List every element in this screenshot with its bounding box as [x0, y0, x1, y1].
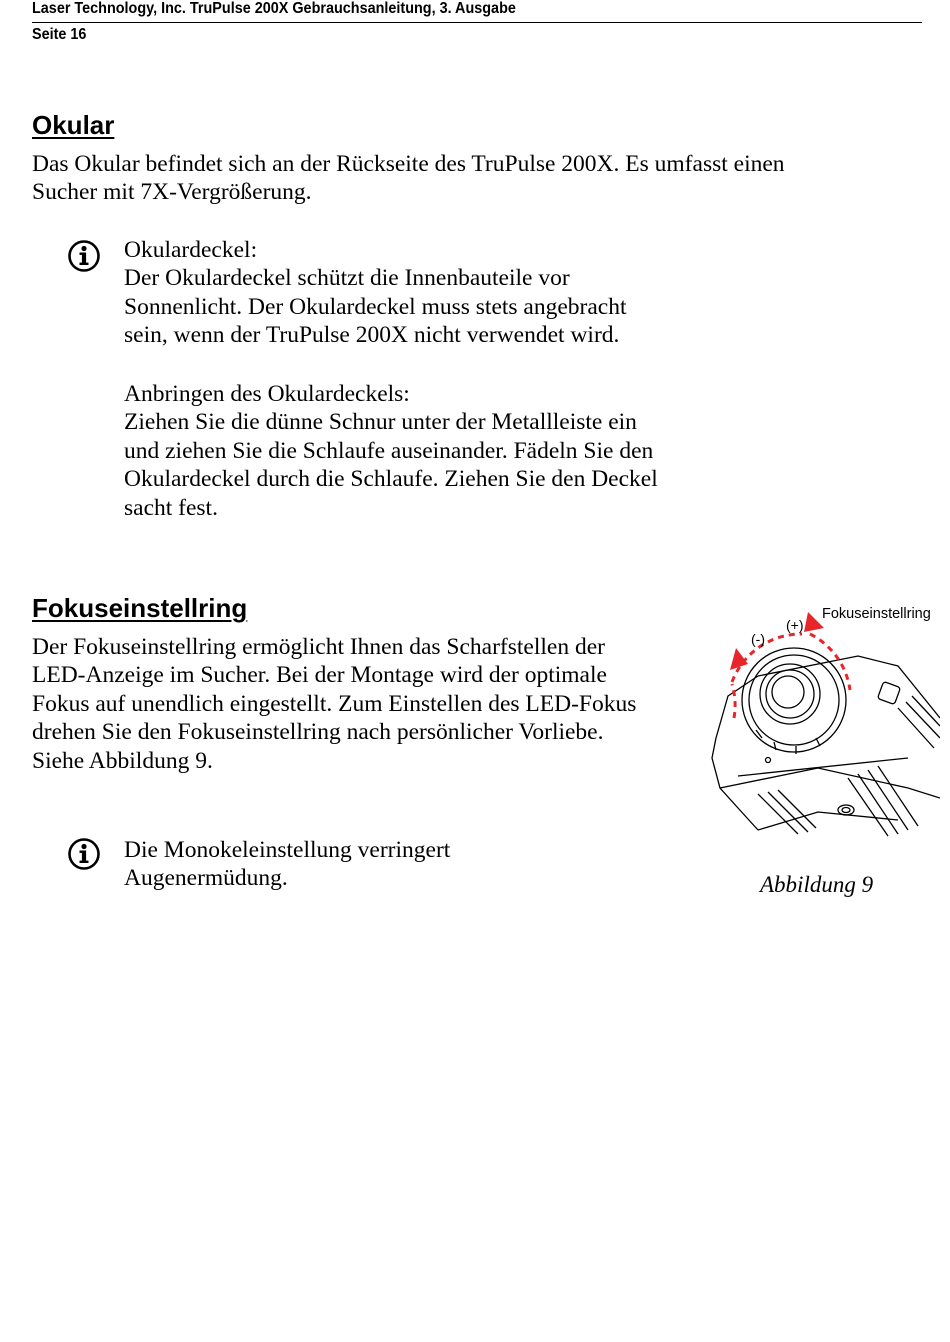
- text-line: und ziehen Sie die Schlaufe auseinander. Fädeln Sie den: [124, 437, 654, 464]
- text-line: Ziehen Sie die dünne Schnur unter der Metallleiste ein: [124, 409, 637, 436]
- info-icon: [67, 239, 101, 273]
- text-line: LED-Anzeige im Sucher. Bei der Montage wird der optimale: [32, 662, 607, 689]
- text-line: Siehe Abbildung 9.: [32, 747, 213, 774]
- arrow-tail: [732, 684, 735, 718]
- section-heading-fokuseinstellring: Fokuseinstellring: [32, 593, 248, 623]
- figure-caption: Abbildung 9: [760, 872, 874, 897]
- text-line: Okulardeckel durch die Schlaufe. Ziehen Sie den Deckel: [124, 466, 658, 493]
- anbringen-note: [124, 380, 658, 522]
- text-line: Augenermüdung.: [124, 865, 288, 892]
- plus-arrowhead: [804, 612, 824, 632]
- text-line: Der Okulardeckel schützt die Innenbauteile vor: [124, 265, 570, 292]
- text-line: Das Okular befindet sich an der Rückseite des TruPulse 200X. Es umfasst einen: [32, 151, 785, 177]
- text-line: Sonnenlicht. Der Okulardeckel muss stets angebracht: [124, 293, 627, 320]
- text-line: sacht fest.: [124, 494, 218, 521]
- focus-ring-figure: [698, 598, 940, 838]
- plus-label: (+): [786, 617, 804, 633]
- document-title: Laser Technology, Inc. TruPulse 200X Gebrauchsanleitung, 3. Ausgabe: [32, 0, 516, 17]
- note-heading: Anbringen des Okulardeckels:: [124, 381, 410, 407]
- okular-paragraph: [32, 150, 785, 207]
- text-line: Die Monokeleinstellung verringert: [124, 837, 451, 863]
- okulardeckel-note: [124, 236, 627, 350]
- info-icon: [67, 837, 101, 871]
- fokus-paragraph: [32, 633, 636, 775]
- section-heading-okular: Okular: [32, 110, 115, 140]
- page-number: Seite 16: [32, 26, 87, 43]
- ring-label: Fokuseinstellring: [822, 606, 931, 622]
- text-line: Der Fokuseinstellring ermöglicht Ihnen das Scharfstellen der: [32, 634, 605, 660]
- header-rule: [32, 22, 922, 23]
- monokel-note: [124, 836, 450, 893]
- text-line: sein, wenn der TruPulse 200X nicht verwendet wird.: [124, 322, 620, 349]
- device-drawing: [712, 648, 940, 836]
- text-line: drehen Sie den Fokuseinstellring nach persönlicher Vorliebe.: [32, 719, 604, 746]
- note-heading: Okulardeckel:: [124, 237, 258, 263]
- minus-label: (-): [751, 631, 765, 647]
- text-line: Fokus auf unendlich eingestellt. Zum Einstellen des LED-Fokus: [32, 690, 637, 717]
- text-line: Sucher mit 7X-Vergrößerung.: [32, 179, 312, 206]
